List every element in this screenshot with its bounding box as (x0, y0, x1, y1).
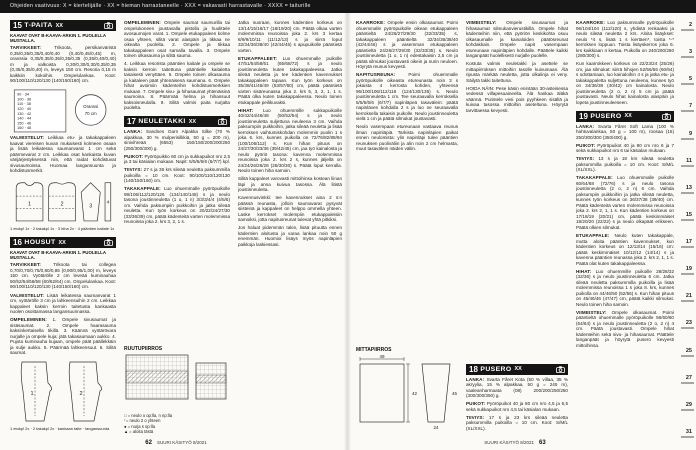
footer-left (10, 440, 342, 446)
index-tab: 27 (681, 375, 694, 384)
index-tab: 15 (681, 212, 694, 221)
measurement-diagram-block (356, 345, 458, 434)
chart-legend-line: ● = nurja s op:lla (124, 423, 156, 429)
section-number: 18 (469, 364, 478, 374)
paragraph-text: Luo ohuemmille puikoille 28/28/32 (32/36) s ja neulo joustinneuletta 6 cm. Jatka sileää neuletta paksummilla puikoilla ja lisää molemmissa reunoissa 1 s joka 8. krs, kunnes puikolla on 44/46/50 (52/56) s. Kun hihan pituus on 45/46/46 (47/47) cm, päätä kaikki silmukat. Neulo toinen hiha samoin. (576, 268, 674, 307)
paragraph-text: Pyöröpuikot 40 ja 80 cm nro 4,5 ja 5,5 sekä sukkapuikot nro 4,5 tai käsialan mukaan. (466, 401, 568, 412)
difficulty-rating: XX (514, 366, 522, 373)
paragraph-text: Luo ohuemmalle puikolle 60/64/68 (72/76) s ja neulo tasona joustinneuletta (2 o, 2 n) 6 cm. Vaihda paksumpiin puikkoihin ja jatka sileää neuletta, kunnes työn korkeus on 36/37/38 (39/40) cm. Päätä kädenteitä varten molemmissa reunoissa joka 2. krs 2, 1, 1 s. Kun kädentien korkeus on 17/18/19 (20/21) cm, päätä keskimmäiset 18/20/20 (22/22) s ja neulo olkapäät erikseen. Päätä olkien silmukat. (576, 175, 674, 230)
paragraph-text: Ompele olkasaumat. Poimi pääntieltä ohuemmalle pyöröpuikolle 56/60/60 (64/64) s ja neulo joustinneuletta (2 o, 2 n) 4 cm. Päätä joustavasti. Ompele hihat kädenteihin sekä sivu- ja hihasaumat. Päättele langanpäät ja höyrytä pusero kevyesti mittoihinsa. (576, 309, 674, 348)
measure-side: 42 (412, 391, 418, 396)
paragraph (10, 262, 116, 290)
size-chart-diagram (10, 88, 116, 134)
paragraph (10, 317, 116, 356)
paragraph-label: TIIVIYS: (124, 167, 143, 173)
paragraph-text: Luo ohuemmille sukkapuikoille 40/42/44/46/48 (50/52/54) s ja neulo joustinneuletta suljettuna neuleena 3 cm. Vaihda paksumpiin puikkoihin, jatka sileää neuletta ja lisää kerroksen vaihtumiskohdan molemmin puolin 1 s joka 6. krs, kunnes puikolla on 72/76/82/88/94 (100/106/112) s. Kun hihan pituus on 24/27/30/33/36 (39/42/45) cm, jaa työ kainalosta ja neulo pyöriö tasona: kavenna molemmissa reunoissa joka 2. krs 2 s, kunnes jäljellä on 24/24/26/26/28 (28/30/30) s. Päätä loput kerralla. Neulo toinen hiha samoin. (238, 107, 342, 174)
paragraph (356, 20, 458, 70)
paragraph-text: Ompele saumat saumurilla tai ompelukoneen joustavalla pistolla ja huolittele avosaumojen varat. 1. Ompele etukappaleen kolme osaa yhteen, silitä varat alaspäin ja tikkaa ne oikealta puolelta. 2. Ompele ja tikkaa takakappaleen osat samalla tavalla. 3. Ompele toinen olkasauma ja silitä sauma. (124, 20, 230, 58)
piece-number: 3 (89, 204, 93, 211)
paragraph-text: Leikkaa etu- ja takakappaleen kaavat viereisen kuvan mukaisesti kolmeen osaan ja lisää leikatessa saumanvarat 1 cm sekä päärmevarat 2 cm. Leikkaa osat kankaista kuvan värijärjestyksessä niin, että raidat kohdistuvat sivusaumoissa. Huomaa langansuunta ja kohdistusmerkit. (10, 135, 116, 174)
pattern-sheet-note: KAAVAT OVAT B-KAAVA-ARKIN 1. PUOLELLA MUSTALLA. (10, 33, 106, 44)
trouser-caption: 1 etukpl 2x · 2 takakpl 2x · kankaan taite · langansuunta (10, 426, 110, 432)
section-title: PUSERO (480, 365, 512, 373)
index-tab: 31 (681, 429, 694, 438)
paragraph-text: Sandnes Garn Alpakka Silke (70 % alpakkaa, 30 % mulperisilkkiä, 50 g = 200 m), sinivihreää (6553) 150/150/200/200/250 (250/300/300) g. (124, 129, 230, 151)
paragraph (466, 20, 568, 59)
paragraph-text: Kavennusvinkki: tee kavennukset aina 2 s:n päässä reunasta, jolloin saumavarat pysyvät siisteinä ja kappaleet on helppo ommella yhteen. Laske kerrokset molempiin etukappaleisiin samoiksi, jotta napitusreunat tulevat yhtä pitkiksi. (238, 195, 342, 223)
paragraph (124, 186, 230, 225)
paragraph (10, 135, 116, 174)
paragraph-label: ETUKAPPALE: (576, 233, 610, 239)
paragraph-text: Silitä kappaleet varovasti mittoihinsa kostean liinan läpi ja anna kuivua tasossa. Älä litistä joustinneuleita. (238, 176, 342, 193)
paragraph-label: LANKA: (466, 376, 485, 382)
paragraph-text: Kun kaarrokkeen korkeus on 22/23/24 (25/26) cm, jaa silmukat: siirrä hihojen 52/56/56 (60/64) s odottamaan, luo kainaloihin 4 s ja jatka etu- ja takakappaletta suljettuna neuleena, kunnes työ on 34/36/38 (40/42) cm kainalosta. Neulo joustinneuletta (2 o, 2 n) 5 cm ja päätä joustavasti. Neulo hihat kainalosta alaspäin ja lopeta joustinneuleeseen. (576, 61, 674, 105)
paragraph-label: TIIVIYS: (466, 414, 485, 420)
paragraph-label: PUIKOT: (124, 153, 144, 159)
size-row: 140 · 44 (17, 116, 32, 121)
paragraph (10, 45, 116, 84)
index-tab: 23 (681, 320, 694, 329)
column-3 (238, 20, 342, 434)
paragraph-text: Neulo vasempaan etureunaan vastaava reunus ilman napinläpiä. Tarkista napinläpien paikat ennen neulomista: ylin napinläpi tulee pääntien reunuksen puoliväliin ja alin noin 2 cm helmasta, muut tasavälein näiden väliin. (356, 124, 458, 152)
page-number: 63 (539, 440, 546, 446)
paragraph-text: Pyöröpuikko 60 cm ja sukkapuikot nro 2,5 ja 3 tai käsialan mukaan. Napit: 5/5/5/6/6 (6/7/7) kpl. (124, 153, 230, 165)
trouser-pattern-diagram (10, 359, 116, 425)
section-number: 15 (13, 21, 22, 30)
paragraph (576, 124, 674, 141)
pattern-pieces-diagram (10, 177, 116, 225)
piece-number: 2 (79, 391, 83, 398)
paragraph-label: TAKAKAPPALE: (576, 175, 613, 181)
section-title: PUSERO (590, 112, 622, 120)
paragraph-label: VALMISTELUT: (10, 135, 45, 141)
paragraph (124, 20, 230, 59)
difficulty-legend-bar (0, 0, 696, 13)
index-tab: 11 (681, 158, 694, 167)
paragraph (576, 233, 674, 266)
index-tab: 3 (681, 49, 694, 58)
camera-icon (104, 22, 113, 29)
paragraph-text: Lisää leikatessa saumanvarat 1 cm, vyötärölle 3 cm ja lahkeensuihin 2 cm. Leikkaa kappaleet kaksin kerroin taitetusta kankaasta nuolen osoittamassa langansuunnassa. (10, 292, 116, 315)
page-number: 62 (145, 440, 152, 446)
paragraph-label: TARVIKKEET: (10, 45, 42, 51)
paragraph-text: Ompele ensin olkasaumat. Poimi ohuemmalle pyöröpuikolle oikean etukappaleen pääntieltä 24/26/27/29/30 (32/33/35) s, takakappaleen pääntieltä 32/34/36/38/40 (42/44/46) s ja vasemman etukappaleen pääntieltä 24/26/27/29/30 (32/33/35) s. Neulo joustinneuletta (1 o, 1 n) edestakaisin 2,5 cm ja päätä silmukat joustavasti oikein ja nurin neuloen. Höyrytä reunus kevyesti. (356, 20, 458, 69)
paragraph-label: OMPELEMINEN: (10, 317, 47, 323)
camera-icon (218, 118, 227, 125)
paragraph-text: Trikoota, persikanväristä 0,35/0,35/0,35/0,40/0,40 (0,40/0,45/0,45) m, oranssia 0,35/0,35/0,35/0,35/0,35 (0,35/0,40/0,40) m ja valkoista 0,30/0,30/0,30/0,35/0,35 (0,35/0,35/0,40) m, leveys 150 cm. Resoria 0,15 m kaikkiin kokoihin. Ompelulankaa. Koot: 90/100/110/120/130 (140/150/160) cm. (10, 45, 116, 84)
paragraph (238, 195, 342, 223)
size-row: 150 · 46 (17, 120, 32, 125)
paragraph-label: TIIVIYS: (576, 156, 595, 162)
section-title: T-PAITA (24, 22, 53, 29)
paragraph (124, 154, 230, 165)
paragraph (356, 72, 458, 122)
paragraph-label: LANKA: (576, 123, 595, 129)
pattern-sheet-note: KAAVAT OVAT B-KAAVA-ARKIN 1. PUOLELLA MUSTALLA. (10, 250, 106, 261)
paragraph (466, 415, 568, 432)
paragraph-label: KAARROKE: (356, 20, 385, 25)
paragraph (466, 377, 568, 399)
paragraph (238, 56, 342, 106)
index-tab: 13 (681, 185, 694, 194)
magazine-name: SUURI KÄSITYÖ 8/2021 (156, 440, 207, 445)
size-row: 130 · 42 (17, 111, 32, 116)
paragraph (356, 124, 458, 152)
paragraph-text: 27 s ja 36 krs sileää neuletta paksummilla puikoilla = 10 cm. Koot: 90/100/110/120/130 (140/150/160) cm. (124, 167, 230, 184)
magazine-name: SUURI KÄSITYÖ 8/2021 (484, 440, 535, 445)
knitting-chart-block (124, 344, 230, 434)
paragraph-label: TAKAKAPPALE: (124, 186, 161, 192)
paragraph-label: VIIMEISTELY: (576, 309, 607, 315)
column-6 (576, 20, 674, 434)
paragraph-text: Trikoota tai collegea 0,70/0,70/0,75/0,80/0,85 (0,90/0,95/1,00) m, leveys 150 cm. Vyötärölle 2 cm leveää kuminauhaa 50/52/54/56/58 (60/62/64) cm. Ompelulankaa. Koot: 90/100/110/120/130 (140/150/160) cm. (10, 262, 116, 290)
section-header-17 (124, 116, 230, 127)
size-row: 90 · 34 (17, 92, 30, 97)
paragraph (466, 86, 568, 114)
paragraph-text: Neulo kuten takakappale, mutta aloita pääntien kavennukset, kun kädentien korkeus on 12/13/14 (15/16) cm: päätä keskimmäiset 10/12/12 (14/14) s ja kavenna pääntien reunassa joka 2. krs 2, 1, 1 s. Päätä olat kuten takakappaleessa. (576, 233, 674, 266)
column-5 (466, 20, 568, 434)
difficulty-rating: XX (58, 239, 66, 246)
knitting-chart-diagram (124, 353, 230, 411)
difficulty-legend-text: Ohjeiden vaativuus: X = kiertelijälle · XX = hieman harrastaneelle · XXX = vakavasti harrastavalle · XXXX = taiturille (10, 3, 311, 9)
chart-legend-line: □ = neulo o op:lla, n np:lla (124, 413, 173, 419)
paragraph (576, 61, 674, 105)
index-tab: 17 (681, 239, 694, 248)
paragraph-text: Jatka suoraan, kunnes kädentien korkeus on 13/14/15/16/17 (18/19/20) cm. Päätä olkaa varten molemmissa reunoissa joka 2. krs 3 kertaa 8/9/9/10/11 (11/12/13) s ja siirrä loput 32/34/36/38/40 (42/44/46) s apupuikolle pääntietä varten. (238, 20, 342, 53)
paragraph-text: HOIDA NÄIN: Pese käsin enintään 30-asteisessa vedessä villapesuaineella. Älä hankaa äläkä väännä. Puristele vesi pois pyyhkeen sisällä ja kuivaa tasossa mittoihin aseteltuna. Höyrytä tarvittaessa kevyesti. (466, 85, 568, 113)
section-title: NEULETAKKI (138, 118, 186, 126)
camera-icon (556, 366, 565, 373)
size-row: 120 · 40 (17, 106, 32, 111)
column-2 (124, 20, 230, 434)
measure-cuff: 24 (433, 425, 439, 430)
section-header-16 (10, 237, 116, 248)
paragraph (576, 269, 674, 308)
paragraph-label: LANKA: (124, 129, 143, 135)
section-header-15 (10, 20, 116, 31)
paragraph (576, 20, 674, 59)
footer-right (356, 440, 674, 446)
paragraph (10, 293, 116, 315)
paragraph (576, 143, 674, 154)
index-tab: 2 (681, 22, 694, 31)
paragraph (466, 401, 568, 412)
paragraph-label: HIHAT: (238, 107, 254, 113)
paragraph (576, 175, 674, 230)
section-18-block (466, 361, 568, 434)
paragraph-label: NAPITUSREUNA: (356, 72, 396, 78)
size-row: 110 · 38 (17, 101, 31, 106)
measurement-diagram (356, 354, 458, 432)
paragraph-label: HIHAT: (576, 268, 592, 274)
measure-top: 49 (379, 354, 385, 359)
column-1 (10, 20, 116, 434)
paragraph-text: Svarta Fåret Kota (50 % villaa, 35 % akryylia, 15 % alpakkaa, 50 g = 245 m), vaaleanharmaata (08) 200/200/250/250 (300/300/350) g. (466, 376, 568, 399)
index-tab: 5 (681, 76, 694, 85)
piece-number: 1 (28, 202, 32, 209)
paragraph (576, 156, 674, 173)
paragraph (238, 20, 342, 53)
fabric-name: Oranssi (83, 103, 99, 109)
index-tab: 25 (681, 348, 694, 357)
paragraph-label: VIIMEISTELY: (466, 20, 497, 25)
paragraph-label: KAARROKE: (576, 20, 605, 25)
chart-legend-line: ∕ = neulo 2 o yhteen (124, 418, 161, 424)
index-tab: 29 (681, 402, 694, 411)
paragraph-text: Jos haluat pidemmän takin, lisää pituutta ennen kädentien aloitusta ja varaa lankaa noin 50 g enemmän. Huomioi lisäys myös napinläpien paikkoja laskiessasi. (238, 225, 342, 247)
pieces-caption: 1 etukpl 1x · 2 takakpl 1x · 3 hiha 2x · 4 pääntien kaitale 1x (10, 226, 115, 232)
paragraph-text: Luo ohuemmalle pyöröpuikolle 98/106/112/120/126 (134/140/148) s ja neulo tasona joustinneuletta (1 o, 1 n) 3/3/3/4/4 (4/5/5) cm. Vaihda paksumpiin puikkoihin ja jatka sileää neuletta. Kun työn korkeus on 20/22/24/27/30 (33/36/39) cm, päätä kädenteitä varten molemmissa reunoissa joka 2. krs 3, 2, 1 s. (124, 186, 230, 225)
chart-label: RUUTUPIIRROS (124, 346, 163, 353)
chart-legend-line: ▲ = aloita tästä (124, 428, 154, 434)
paragraph-text: Kostuta valmis neuletakki ja asettele se mittapiirroksen mittoihin tasolle kuivumaan. Älä ripusta märkää neuletta, jotta olkalinja ei veny. Säilytä takki taitettuna. (466, 61, 568, 83)
paragraph-text: 1. Ompele sivusaumat ja sisäsaumat. 2. Ompele haarasauma kaksinkertaisella tikillä. 3. Käännä vyötärövara nurjalle ja ompele kuja; jätä takasaumaan aukko. 4. Pujota kuminauha kujaan, ompele päät päällekkäin ja sulje aukko. 5. Päärmää lahkeensuut. 6. Silitä saumat. (10, 317, 116, 356)
paragraph-label: PUIKOT: (466, 401, 486, 407)
difficulty-rating: XX (55, 22, 63, 29)
index-tab: 7 (681, 103, 694, 112)
paragraph-text: Luo paksummalle pyöröpuikolle 96/104/104 (112/120) s, yhdistä renkaaksi ja neulo sileää neuletta 2 krs. Aloita lisäykset: neulo *4 s, lisää 1 s kiertäen*, toista *-* kerroksen loppuun. Toista lisäyskerros joka 6. krs kaikkiaan 4 kertaa. Puikolla on 240/260/260 (280/300) s. (576, 20, 674, 58)
piece-number: 2 (60, 202, 64, 209)
page-index-tabs (678, 22, 694, 438)
fabric-width: 70 cm (84, 110, 97, 116)
section-header-19 (576, 111, 674, 122)
index-tab: 21 (681, 293, 694, 302)
piece-number: 4 (106, 201, 110, 207)
diagram-label: MITTAPIIRROS (356, 347, 392, 353)
size-row: 160 · 48 (17, 125, 32, 130)
size-row: 100 · 36 (17, 96, 32, 101)
paragraph (238, 108, 342, 174)
section-number: 19 (579, 111, 588, 121)
section-title: HOUSUT (24, 239, 56, 247)
piece-number: 1 (30, 391, 34, 398)
index-tab: 19 (681, 266, 694, 275)
trouser-diagram-block (10, 358, 116, 434)
index-tab: 9 (681, 131, 694, 140)
column-4 (356, 20, 458, 434)
paragraph-label: PUIKOT: (576, 142, 596, 148)
paragraph-text: Luo ohuemmalle puikolle 47/51/54/58/61 (65/68/72) s ja neulo joustinneuletta kuten takakappaleessa. Jatka sileää neuletta ja tee kädentien kavennukset takakappaleen tapaan. Kun työn korkeus on 35/38/41/45/49 (53/57/60) cm, päätä pääntietä varten sisäreunassa joka 2. krs 5, 3, 2, 1, 1 s. Päätä olka kuten takakappaleessa. Neulo toinen etukappale peilikuvaksi. (238, 55, 342, 105)
paragraph-text: Svarta Fåret Soft Lama (100 % hahtuvalankaa, 50 g = 100 m), roosaa (15) 250/300/300 (350/400) g. (576, 123, 674, 140)
camera-icon (104, 239, 113, 246)
section-number: 17 (127, 117, 136, 127)
paragraph-text: 13 s ja 18 krs sileää neuletta paksummilla puikoilla = 10 cm. Koot: S/M/L (XL/XXL). (576, 156, 674, 173)
section-number: 16 (13, 238, 22, 248)
paragraph-label: OMPELEMINEN: (124, 20, 161, 25)
difficulty-rating: XX (188, 118, 197, 125)
paragraph (238, 225, 342, 247)
measure-sleeve: 45 (452, 391, 458, 396)
paragraph (576, 310, 674, 349)
paragraph (238, 176, 342, 193)
page-fold (344, 13, 351, 450)
paragraph-text: Ompele sivusaumat ja hihasaumat silmukanvierustikillä. Ompele hihat kädenteihin niin, että pyöriön keskikohta osuu olkasaumalle ja kainaloiden päätösreunat kohdakkain. Ompele napit vasempaan etureunaan napinläpien kohdalle. Päättele kaikki langanpäät huolellisesti nurjalle puolelle. (466, 20, 568, 58)
paragraph (124, 129, 230, 151)
paragraph-text: 17 s ja 23 krs sileää neuletta paksummilla puikoilla = 10 cm. Koot: S/M/L (XL/XXL). (466, 414, 568, 431)
paragraph-text: Poimi ohuemmalle pyöröpuikolle oikeasta etureunasta noin 3 s jokaista 4 kerrosta kohden, yhteensä 96/100/106/112/118 (124/130/136) s. Neulo joustinneuletta 1 cm. Tee seuraavalla kerroksella 5/5/5/6/6 (6/7/7) napinläpeä tasavälein: päätä napinläven kohdalla 2 s ja luo ne seuraavalla kerroksella takaisin puikolle. Neulo joustinneuletta vielä 1 cm ja päätä silmukat joustavasti. (356, 72, 458, 122)
section-header-18 (466, 364, 568, 375)
paragraph: 4. Leikkaa resorista pääntien kaitale ja ompele se kaksin kerroin taitettuna pääntielle kaitaletta tasaisesti venyttäen. 5. Ompele toinen olkasauma ja kaitaleen päät yhtenäisenä saumana. 6. Ompele hihat avoimiin kädenteihin kohdistusmerkkien mukaan. 7. Ompele sivu- ja hihasaumat yhtenäisinä saumoina. 8. Päärmää helma ja hihansuut kaksoisneulalla. 9. Silitä valmis paita nurjalta puolelta. (124, 61, 230, 111)
paragraph (466, 61, 568, 83)
paragraph-label: VALMISTELUT: (10, 292, 45, 298)
difficulty-rating: XX (624, 113, 632, 120)
camera-icon (662, 113, 671, 120)
paragraph-label: ETUKAPPALEET: (238, 55, 277, 61)
paragraph-label: TARVIKKEET: (10, 262, 42, 268)
paragraph (124, 167, 230, 184)
paragraph-text: Pyöröpuikot 40 ja 80 cm nro 6 ja 7 sekä sukkapuikot nro 6 tai käsialan mukaan. (576, 142, 674, 154)
